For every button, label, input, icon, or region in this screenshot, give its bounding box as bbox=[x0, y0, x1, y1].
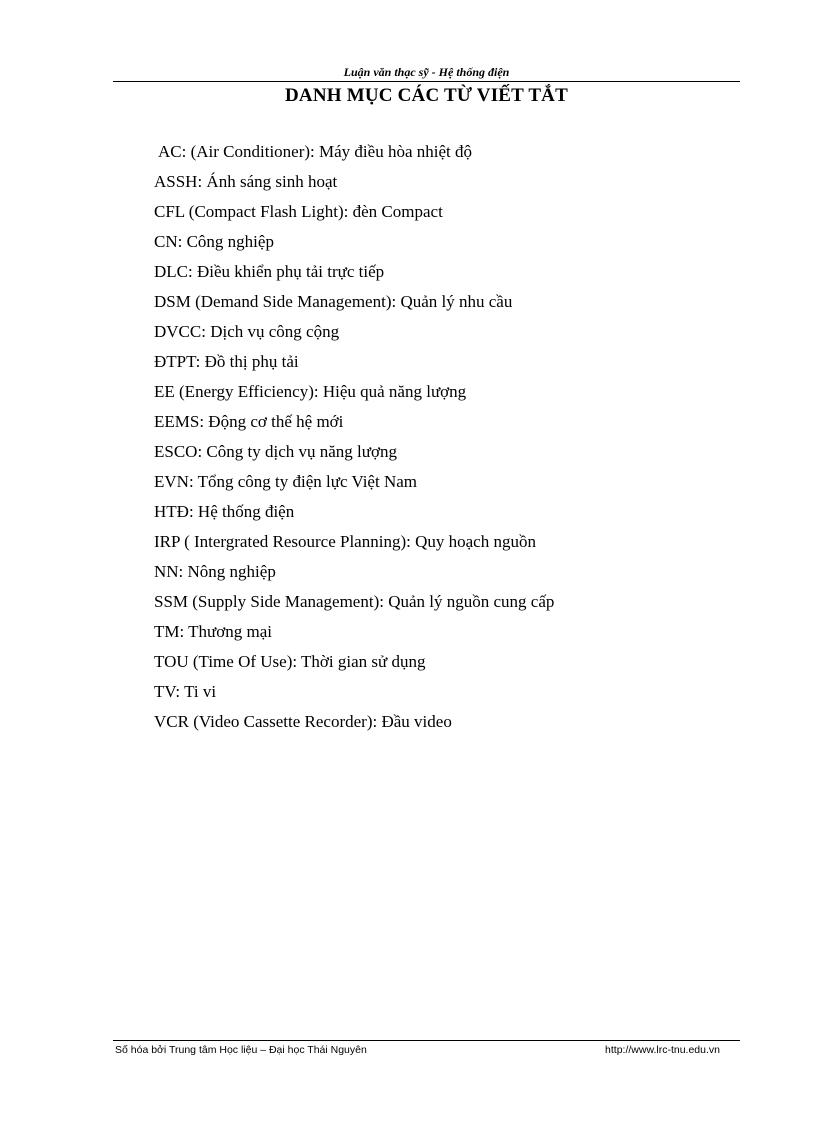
abbreviation-item: SSM (Supply Side Management): Quản lý nguồn cung cấp bbox=[154, 592, 555, 611]
header-divider bbox=[113, 81, 740, 82]
abbreviation-item: NN: Nông nghiệp bbox=[154, 562, 276, 581]
footer-source-text: Số hóa bởi Trung tâm Học liệu – Đại học Thái Nguyên bbox=[115, 1044, 367, 1056]
abbreviation-item: TM: Thương mại bbox=[154, 622, 272, 641]
abbreviation-item: EVN: Tổng công ty điện lực Việt Nam bbox=[154, 472, 417, 491]
footer-divider bbox=[113, 1040, 740, 1041]
abbreviation-item: ĐTPT: Đồ thị phụ tải bbox=[154, 352, 299, 371]
page-footer bbox=[113, 1040, 740, 1060]
abbreviation-item: CN: Công nghiệp bbox=[154, 232, 274, 251]
abbreviation-item: DVCC: Dịch vụ công cộng bbox=[154, 322, 340, 341]
abbreviation-list bbox=[154, 137, 554, 737]
abbreviation-item: ASSH: Ánh sáng sinh hoạt bbox=[154, 172, 338, 191]
abbreviation-item: DLC: Điều khiển phụ tải trực tiếp bbox=[154, 262, 385, 281]
abbreviation-item: HTĐ: Hệ thống điện bbox=[154, 502, 295, 521]
header-running-title: Luận văn thạc sỹ - Hệ thống điện bbox=[343, 65, 510, 79]
abbreviation-item: TOU (Time Of Use): Thời gian sử dụng bbox=[154, 652, 426, 671]
page-title: DANH MỤC CÁC TỪ VIẾT TẮT bbox=[285, 85, 568, 106]
abbreviation-item: ESCO: Công ty dịch vụ năng lượng bbox=[154, 442, 397, 461]
abbreviation-item: EEMS: Động cơ thế hệ mới bbox=[154, 412, 344, 431]
abbreviation-item: VCR (Video Cassette Recorder): Đầu video bbox=[154, 712, 452, 731]
abbreviation-item: IRP ( Intergrated Resource Planning): Quy hoạch nguồn bbox=[154, 532, 536, 551]
footer-url: http://www.lrc-tnu.edu.vn bbox=[605, 1044, 720, 1056]
abbreviation-item: DSM (Demand Side Management): Quản lý nhu cầu bbox=[154, 292, 513, 311]
page-header bbox=[113, 64, 740, 84]
abbreviation-item: AC: (Air Conditioner): Máy điều hòa nhiệt độ bbox=[158, 142, 472, 161]
abbreviation-item: EE (Energy Efficiency): Hiệu quả năng lượng bbox=[154, 382, 467, 401]
abbreviation-item: CFL (Compact Flash Light): đèn Compact bbox=[154, 202, 443, 221]
abbreviation-item: TV: Ti vi bbox=[154, 682, 217, 701]
